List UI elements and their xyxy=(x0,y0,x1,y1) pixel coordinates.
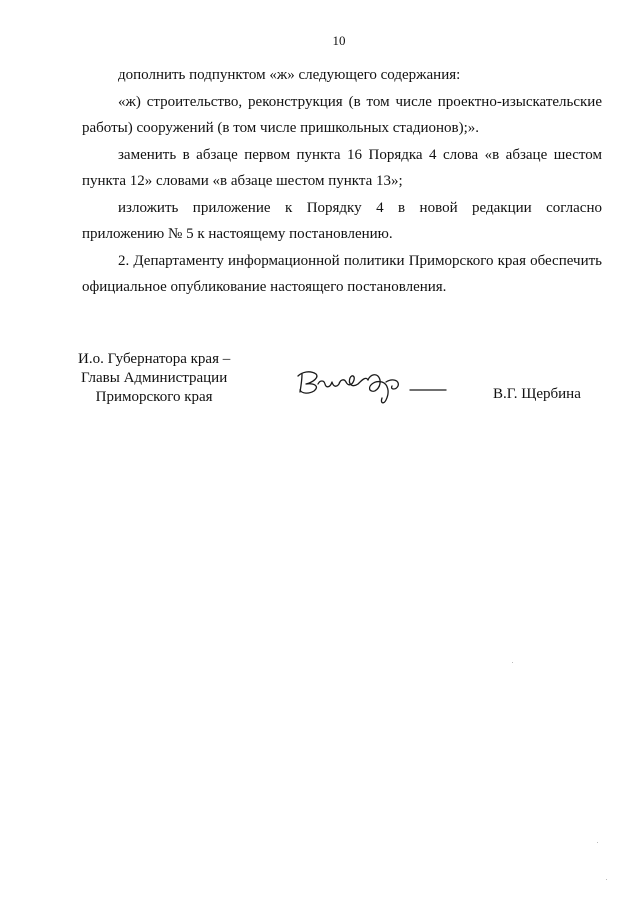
paragraph-new-appendix: изложить приложение к Порядку 4 в новой редакции согласно приложению № 5 к настоящему постановлению. xyxy=(82,199,602,242)
signer-name: В.Г. Щербина xyxy=(493,386,581,402)
position-line-2: Главы Администрации xyxy=(80,370,228,386)
handwritten-signature xyxy=(292,360,452,410)
scan-speck xyxy=(606,879,607,880)
paragraph-publication: 2. Департаменту информационной политики Приморского края обеспечить официальное опубликование настоящего постановления. xyxy=(82,252,602,295)
page-number: 10 xyxy=(332,33,346,48)
scan-speck xyxy=(597,842,598,843)
signatory-position xyxy=(78,350,230,407)
position-line-1: И.о. Губернатора края – xyxy=(78,351,231,367)
document-body xyxy=(82,62,602,301)
paragraph-add-subclause: дополнить подпунктом «ж» следующего содержания: xyxy=(118,67,461,83)
position-line-3: Приморского края xyxy=(95,389,213,405)
scan-speck xyxy=(512,662,513,663)
paragraph-replace-words: заменить в абзаце первом пункта 16 Порядка 4 слова «в абзаце шестом пункта 12» словами «в абзаце шестом пункта 13»; xyxy=(82,146,602,189)
paragraph-subclause-zh: «ж) строительство, реконструкция (в том числе проектно-изыскательские работы) сооружений (в том числе пришкольных стадионов);». xyxy=(82,93,602,136)
